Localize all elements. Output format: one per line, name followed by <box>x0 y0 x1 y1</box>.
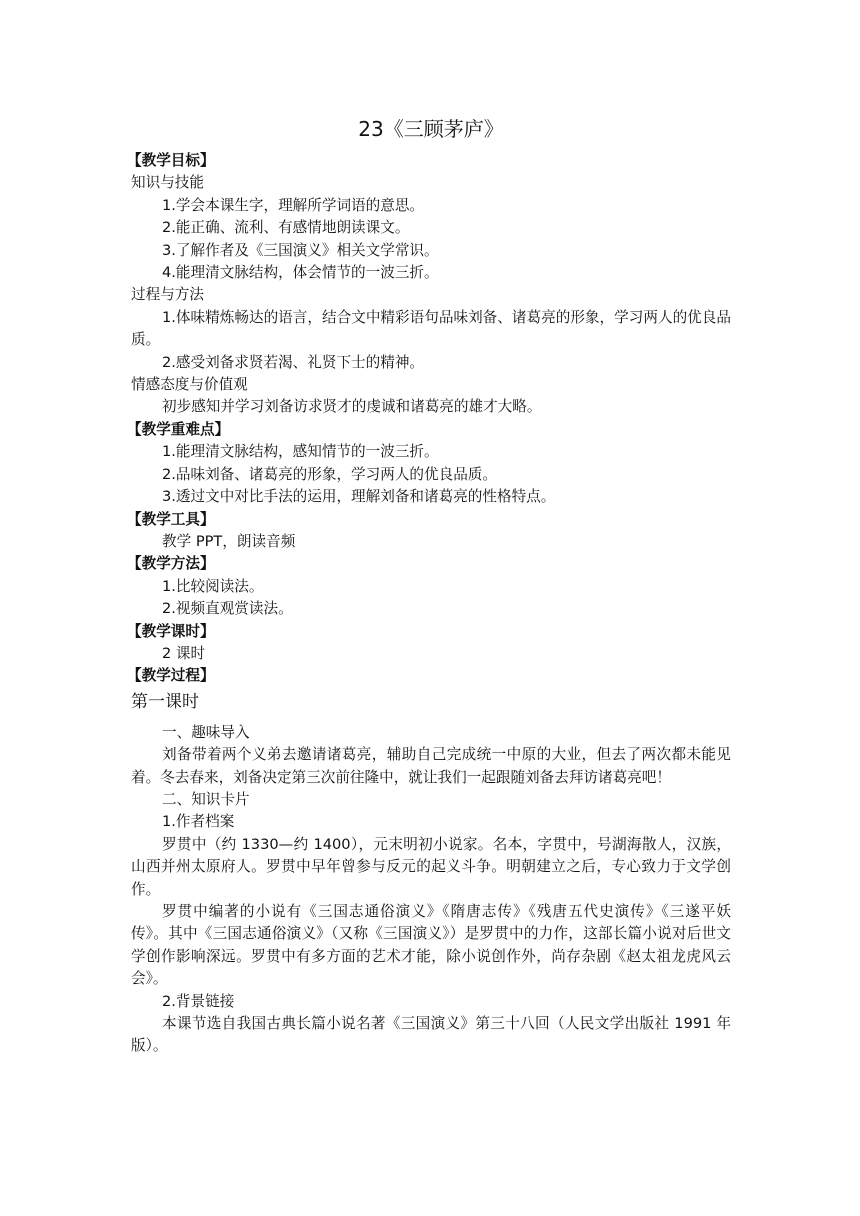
tools-text: 教学 PPT，朗读音频 <box>162 532 296 550</box>
lesson-one-heading: 第一课时 <box>131 691 199 712</box>
document-page <box>127 116 731 1058</box>
hours-text: 2 课时 <box>162 644 206 662</box>
methods-heading: 【教学方法】 <box>127 555 215 573</box>
difficulty-item: 1.能理清文脉结构，感知情节的一波三折。 <box>162 443 439 461</box>
card-heading: 二、知识卡片 <box>162 790 250 808</box>
document-title: 23《三顾茅庐》 <box>358 117 504 141</box>
knowledge-item: 1.学会本课生字，理解所学词语的意思。 <box>162 196 425 214</box>
process-subheading: 过程与方法 <box>131 286 204 304</box>
teaching-process-heading: 【教学过程】 <box>127 667 215 685</box>
hours-heading: 【教学课时】 <box>127 622 215 640</box>
knowledge-item: 2.能正确、流利、有感情地朗读课文。 <box>162 219 410 237</box>
intro-text: 刘备带着两个义弟去邀请诸葛亮，辅助自己完成统一中原的大业，但去了两次都未能见着。冬去春来，刘备决定第三次前往隆中，就让我们一起跟随刘备去拜访诸葛亮吧！ <box>131 746 731 786</box>
knowledge-item: 4.能理清文脉结构，体会情节的一波三折。 <box>162 264 439 282</box>
background-text: 本课节选自我国古典长篇小说名著《三国演义》第三十八回（人民文学出版社 1991 年版）。 <box>131 1015 731 1055</box>
emotion-subheading: 情感态度与价值观 <box>131 376 248 394</box>
emotion-text: 初步感知并学习刘备访求贤才的虔诚和诸葛亮的雄才大略。 <box>162 398 542 416</box>
tools-heading: 【教学工具】 <box>127 510 215 528</box>
author-paragraph: 罗贯中编著的小说有《三国志通俗演义》《隋唐志传》《残唐五代史演传》《三遂平妖传》。其中《三国志通俗演义》（又称《三国演义》）是罗贯中的力作，这部长篇小说对后世文学创作影响深远。罗贯中有多方面的艺术才能，除小说创作外，尚存杂剧《赵太祖龙虎风云会》。 <box>131 903 731 988</box>
knowledge-subheading: 知识与技能 <box>131 174 204 192</box>
background-heading: 2.背景链接 <box>162 992 235 1010</box>
methods-item: 1.比较阅读法。 <box>162 577 264 595</box>
knowledge-item: 3.了解作者及《三国演义》相关文学常识。 <box>162 241 439 259</box>
process-item: 2.感受刘备求贤若渴、礼贤下士的精神。 <box>162 353 425 371</box>
difficulty-item: 3.透过文中对比手法的运用，理解刘备和诸葛亮的性格特点。 <box>162 488 556 506</box>
process-item: 1.体味精炼畅达的语言，结合文中精彩语句品味刘备、诸葛亮的形象，学习两人的优良品质。 <box>131 308 731 349</box>
author-paragraph: 罗贯中（约 1330—约 1400），元末明初小说家。名本，字贯中，号湖海散人，汉族，山西并州太原府人。罗贯中早年曾参与反元的起义斗争。明朝建立之后，专心致力于文学创作。 <box>131 835 731 898</box>
intro-heading: 一、趣味导入 <box>162 723 250 741</box>
difficulty-heading: 【教学重难点】 <box>127 420 230 438</box>
goals-heading: 【教学目标】 <box>127 152 215 169</box>
author-heading: 1.作者档案 <box>162 813 235 831</box>
methods-item: 2.视频直观赏读法。 <box>162 600 293 618</box>
difficulty-item: 2.品味刘备、诸葛亮的形象，学习两人的优良品质。 <box>162 465 497 483</box>
